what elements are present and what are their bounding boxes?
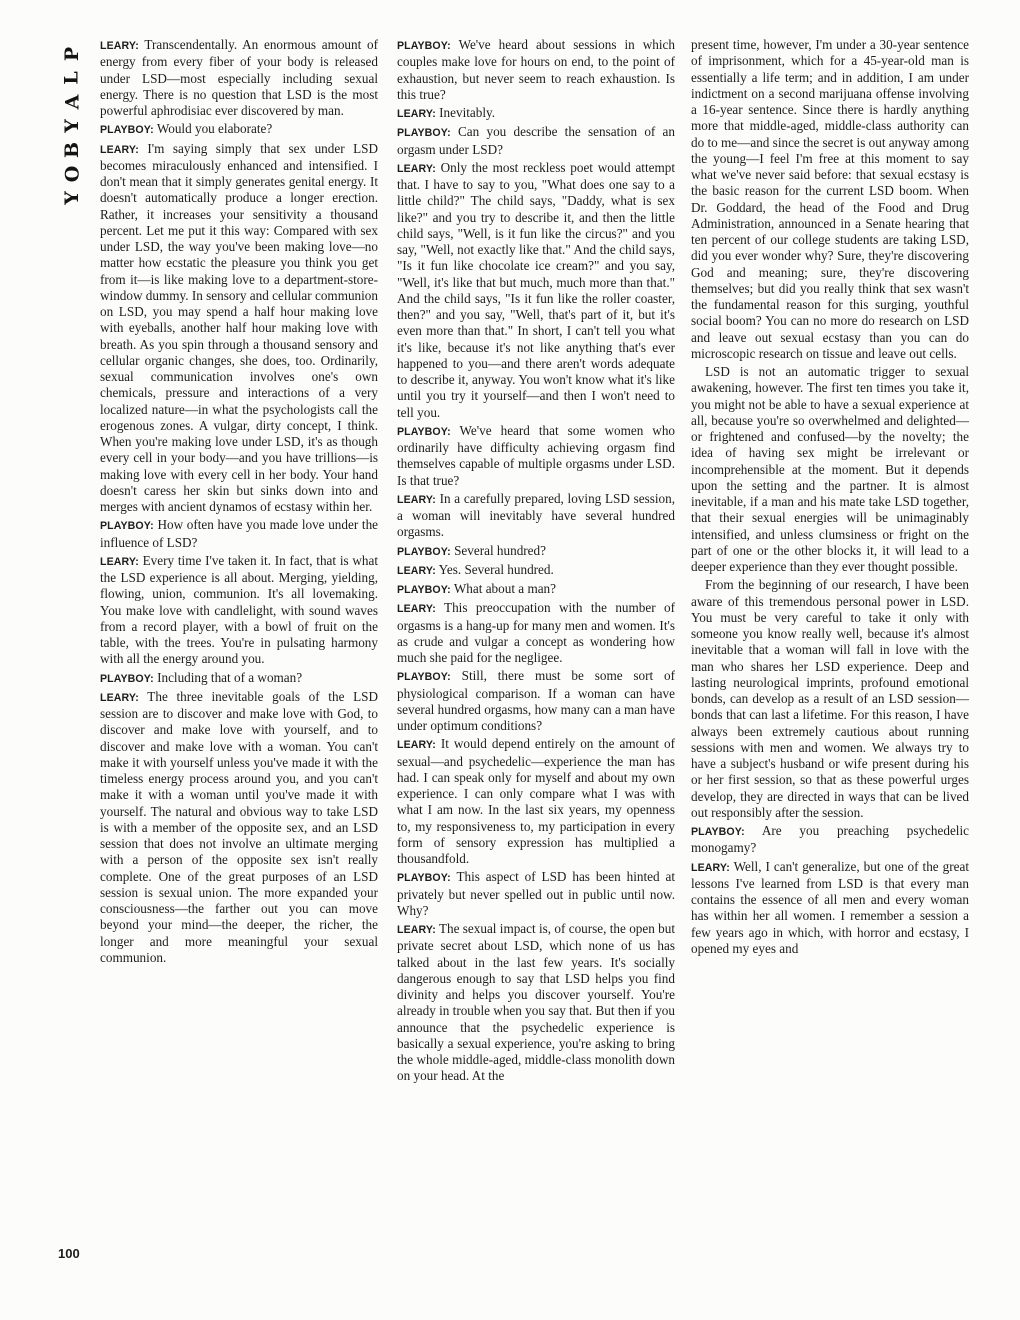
interview-paragraph (397, 105, 675, 122)
speaker-label: PLAYBOY: (397, 425, 451, 438)
speaker-label: PLAYBOY: (397, 671, 451, 684)
speaker-label: LEARY: (100, 143, 139, 156)
masthead-letter: O (61, 165, 83, 183)
speaker-label: LEARY: (397, 493, 436, 506)
interview-paragraph (100, 141, 378, 516)
paragraph-text: Would you elaborate? (156, 121, 273, 137)
paragraph-text: This aspect of LSD has been hinted at privately but never spelled out in public until now. Why? (397, 869, 676, 918)
paragraph-text: Still, there must be some sort of physiological comparison. If a woman can have several hundred orgasms, how many can a man have under optimum conditions? (397, 668, 676, 733)
paragraph-text: We've heard about sessions in which couples make love for hours on end, to the point of exhaustion, but never seem to reach exhaustion. Is this true? (397, 37, 675, 102)
interview-paragraph (397, 543, 675, 560)
page-number: 100 (58, 1246, 80, 1261)
paragraph-text: I'm saying simply that sex under LSD becomes miraculously enhanced and intensified. I don't mean that it simply generates genital energy. It doesn't automatically produce a longer erection. Rather, it increases your sensitivity a thousand percent. Let me put it this way: Compared with sex under LSD, the way you've been making love—no matter how ecstatic the pleasure you think you get from it—is like making love to a department-store-window dummy. In sensory and cellular communion on LSD, you may spend a half hour making love with eyeballs, another half hour making love with breath. As you spin through a thousand sensory and cellular organic changes, she does, too. Ordinarily, sexual communication involves one's own chemicals, pressure and interactions of a very localized nature—in what the psychologists call the erogenous zones. A vulgar, dirty concept, I think. When you're making love under LSD, it's as though every cell in your body—and you have trillions—is making love with every cell in her body. Your hand doesn't caress her skin but sinks down into and merges with ancient dynamos of ecstasy within her. (100, 140, 378, 514)
paragraph-text: present time, however, I'm under a 30-year sentence of imprisonment, which for a 45-year-old man is essentially a life term; and in addition, I am under indictment on a second marijuana offense involving a 16-year sentence. Since there is hardly anything more that middle-aged, middle-class authority can do to me—and since the secret is out anyway among the young—I feel I'm free at this moment to say what we've never said before: that sexual ecstasy is the basic reason for the current LSD boom. When Dr. Goddard, the head of the Food and Drug Administration, announced in a Senate hearing that ten percent of our college students are taking LSD, did you ever wonder why? Sure, they're discovering God and meaning; sure, they're discovering themselves; but did you really think that sex wasn't the fundamental reason for this surging, youthful social boom? You can no more do research on LSD and leave out sexual ecstasy than you can do microscopic research on tissue and leave out cells. (691, 37, 969, 361)
text-column-2 (397, 37, 675, 1087)
masthead-letter: L (60, 71, 83, 85)
speaker-label: PLAYBOY: (397, 127, 451, 140)
paragraph-text: Transcendentally. An enormous amount of energy from every fiber of your body is released under LSD—most especially including sexual energy. There is no question that LSD is the most powerful aphrodisiac ever discovered by man. (100, 37, 378, 118)
interview-paragraph (691, 577, 969, 821)
paragraph-text: LSD is not an automatic trigger to sexual awakening, however. The first ten times you take it, you might not be able to have a sexual experience at all, because you're so overwhelmed and delighted—or frightened and confused—by the novelty; the idea of having sex might be irrelevant or incomprehensible at the moment. But it depends upon the setting and the partner. It is almost inevitable, if a man and his mate take LSD together, that their sexual energies will be unimaginably intensified, and unless clumsiness or fright on the part of one or the other blocks it, it will lead to a deeper experience than they ever thought possible. (691, 364, 969, 574)
paragraph-text: Can you describe the sensation of an orgasm under LSD? (397, 124, 675, 157)
interview-paragraph (100, 517, 378, 551)
interview-paragraph (100, 689, 378, 966)
interview-paragraph (691, 859, 969, 958)
speaker-label: LEARY: (100, 691, 139, 704)
speaker-label: LEARY: (397, 924, 436, 936)
speaker-label: PLAYBOY: (691, 826, 745, 838)
interview-paragraph (397, 124, 675, 158)
interview-paragraph (397, 736, 675, 867)
speaker-label: LEARY: (397, 603, 436, 616)
speaker-label: LEARY: (100, 40, 139, 52)
paragraph-text: Are you preaching psychedelic monogamy? (691, 823, 969, 856)
paragraph-text: Yes. Several hundred. (438, 561, 554, 577)
speaker-label: PLAYBOY: (397, 584, 451, 596)
masthead-logo (52, 42, 92, 210)
interview-paragraph (100, 670, 378, 687)
speaker-label: PLAYBOY: (100, 124, 154, 137)
speaker-label: LEARY: (397, 739, 436, 752)
masthead-letter: Y (60, 191, 83, 205)
text-column-1 (100, 37, 378, 968)
paragraph-text: What about a man? (453, 581, 557, 596)
speaker-label: PLAYBOY: (397, 872, 451, 885)
interview-paragraph (100, 121, 378, 138)
interview-paragraph (397, 37, 675, 103)
paragraph-text: Only the most reckless poet would attempt that. I have to say to you, "What does one say to a little child?" The child says, "Daddy, what is sex like?" and you try to describe it, and then the little child says, "Well, is it fun like the circus?" and you say, "Well, not exactly like that." And the child says, "Is it fun like chocolate ice cream?" and you say, "Well, it's like that but much, much more than that." And the child says, "Is it fun like the roller coaster, then?" and you say, "Well, that's part of it, but it's even more than that." In short, I can't tell you what it's like, because it's not like anything that's ever happened to you—and there aren't words adequate to describe it, anyway. You won't know what it's like until you try it yourself—and then I won't need to tell you. (397, 159, 675, 420)
speaker-label: PLAYBOY: (397, 545, 451, 558)
text-column-3 (691, 37, 969, 959)
interview-paragraph (397, 581, 675, 598)
paragraph-text: This preoccupation with the number of orgasms is a hang-up for many men and women. It's as crude and vulgar a concept as wondering how much she paid for the negligee. (397, 600, 676, 665)
interview-paragraph (397, 921, 675, 1085)
interview-paragraph (100, 37, 378, 119)
paragraph-text: Several hundred? (454, 542, 546, 558)
paragraph-text: It would depend entirely on the amount of sexual—and psychedelic—experience the man has had. I can speak only for myself and about my own experience. I can only compare what I was with what I am now. In the last six years, my openness to, my responsiveness to, my participation in every form of sensory expression has multiplied a thousandfold. (397, 736, 676, 866)
paragraph-text: We've heard that some women who ordinarily have difficulty achieving orgasm find themselves capable of multiple orgasms under LSD. Is that true? (397, 422, 676, 488)
interview-paragraph (397, 562, 675, 579)
interview-paragraph (691, 37, 969, 362)
paragraph-text: Every time I've taken it. In fact, that is what the LSD experience is all about. Merging, yielding, flowing, union, communion. It's all lovemaking. You make love with candlelight, with sound waves from a record player, with a bowl of fruit on the table, with the trees. You're in pulsating harmony with all the energy around you. (100, 552, 379, 667)
masthead-letter: A (61, 94, 83, 110)
paragraph-text: How often have you made love under the influence of LSD? (100, 517, 379, 550)
interview-paragraph (397, 869, 675, 919)
interview-paragraph (397, 160, 675, 421)
paragraph-text: The three inevitable goals of the LSD session are to discover and make love with God, to discover and make love with yourself, and to discover and make love with a woman. You can't make it with yourself unless you've made it with the timeless energy process around you, and you can't make it with a woman until you've made it with yourself. The natural and obvious way to take LSD is with a member of the opposite sex, and an LSD session that does not involve an ultimate merging with a person of the opposite sex isn't really complete. One of the great purposes of an LSD session is sexual union. The more expanded your consciousness—the farther out you can move beyond your mind—the deeper, the richer, the longer and more meaningful your sexual communion. (100, 688, 379, 965)
interview-paragraph (397, 423, 675, 489)
interview-paragraph (397, 668, 675, 734)
interview-paragraph (397, 600, 675, 666)
paragraph-text: In a carefully prepared, loving LSD session, a woman will inevitably have several hundred orgasms. (397, 490, 675, 540)
speaker-label: PLAYBOY: (100, 520, 154, 533)
speaker-label: PLAYBOY: (100, 672, 154, 685)
masthead-letter: Y (60, 119, 83, 133)
paragraph-text: Inevitably. (439, 105, 496, 120)
interview-paragraph (691, 823, 969, 857)
paragraph-text: Well, I can't generalize, but one of the great lessons I've learned from LSD is that every man contains the essence of all men and every woman has within her all women. I remember a session a few years ago in which, with horror and ecstasy, I opened my eyes and (691, 858, 969, 956)
paragraph-text: Including that of a woman? (157, 669, 303, 685)
masthead-letter: B (61, 141, 83, 159)
speaker-label: LEARY: (100, 555, 139, 568)
interview-paragraph (397, 491, 675, 541)
paragraph-text: The sexual impact is, of course, the open but private secret about LSD, which none of us has talked about in the last few years. It's socially dangerous enough to say that LSD helps you find divinity and helps you discover yourself. You're already in trouble when you say that. But then if you announce that the psychedelic experience is basically a sexual experience, you're asking to bring the whole middle-aged, middle-class monolith down on your head. At the (397, 921, 676, 1084)
masthead-letter: P (60, 46, 83, 62)
speaker-label: LEARY: (691, 861, 730, 874)
speaker-label: PLAYBOY: (397, 40, 451, 52)
interview-paragraph (691, 364, 969, 575)
paragraph-text: From the beginning of our research, I have been aware of this tremendous personal power in LSD. You must be very careful to take it only with someone you know really well, because it's almost inevitable that a woman will fall in love with the man who shares her LSD experience. Deep and lasting neurological imprints, profound emotional bonds, can develop as a result of an LSD session—bonds that can last a lifetime. For this reason, I have always been extremely cautious about running sessions with men and women. We always try to have a subject's husband or wife present during his or her first session, so that as these powerful urges develop, they are directed in ways that can be lived out responsibly after the session. (691, 577, 969, 820)
interview-paragraph (100, 553, 378, 668)
speaker-label: LEARY: (397, 162, 436, 175)
speaker-label: LEARY: (397, 564, 436, 577)
speaker-label: LEARY: (397, 108, 436, 120)
